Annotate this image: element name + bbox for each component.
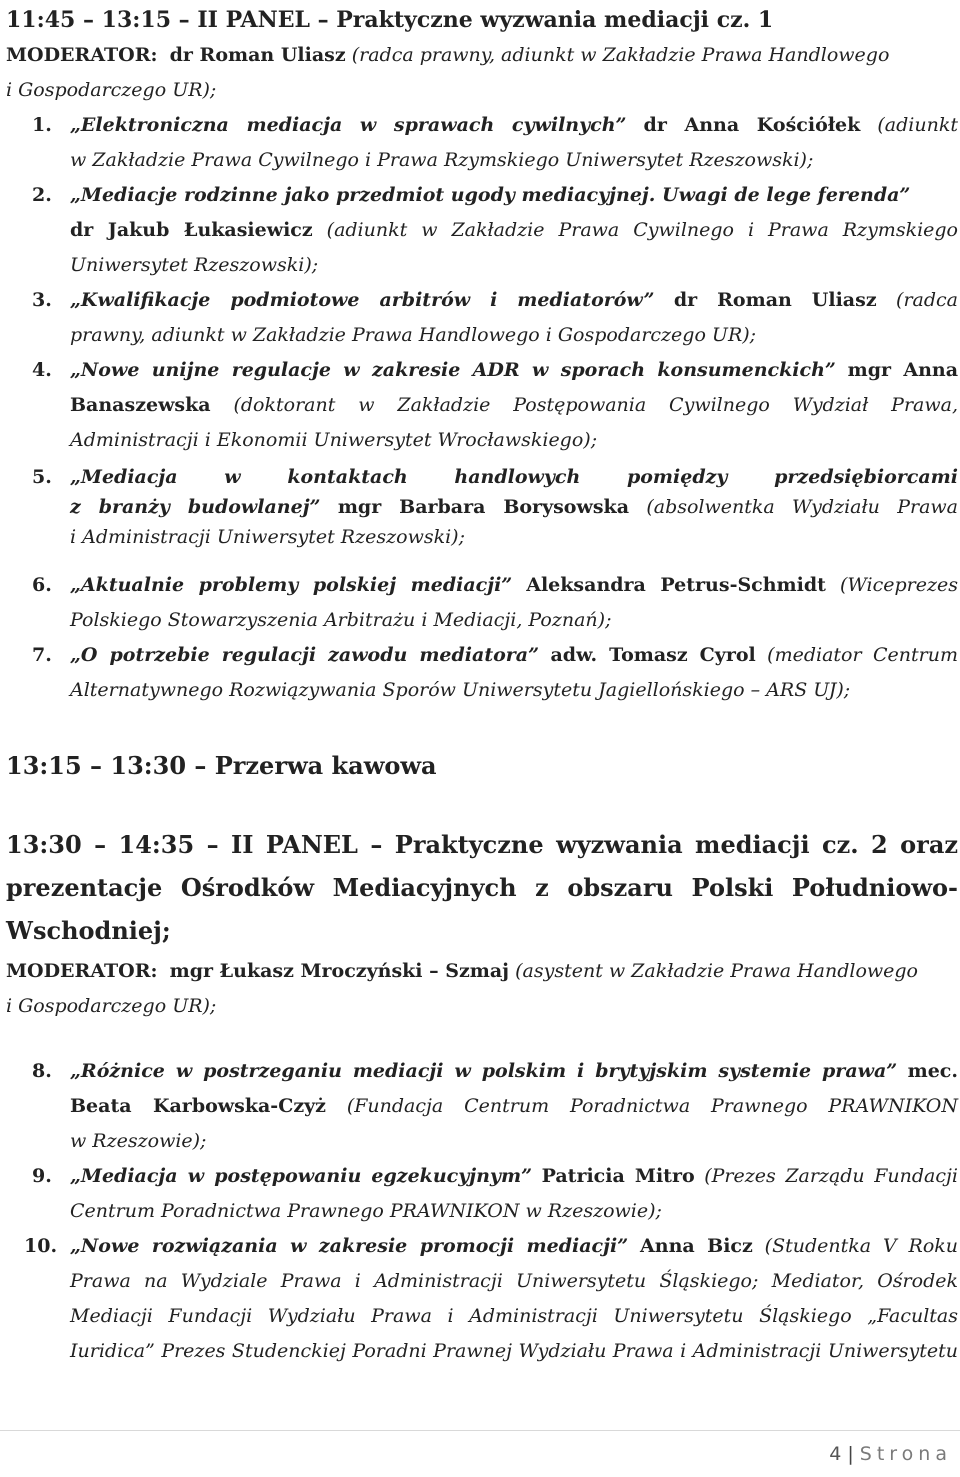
document-page	[6, 0, 958, 1369]
item-number: 4.	[32, 359, 52, 381]
item-speaker: Anna Bicz	[640, 1235, 753, 1257]
item-affiliation-cont: Centrum Poradnictwa Prawnego PRAWNIKON w Rzeszowie);	[70, 1200, 662, 1222]
item-number: 2.	[32, 184, 52, 206]
list-item	[6, 462, 958, 552]
item-affiliation-cont: Administracji i Ekonomii Uniwersytet Wrocławskiego);	[70, 429, 598, 451]
item-affiliation-cont: prawny, adiunkt w Zakładzie Prawa Handlowego i Gospodarczego UR);	[70, 324, 757, 346]
list-item	[6, 283, 958, 353]
item-speaker: adw. Tomasz Cyrol	[550, 644, 756, 666]
item-title: „Mediacja w postępowaniu egzekucyjnym”	[70, 1165, 533, 1187]
moderator-affiliation-cont: i Gospodarczego UR);	[6, 995, 217, 1017]
panel2-list	[6, 1054, 958, 1369]
list-item	[6, 568, 958, 638]
list-item	[6, 353, 958, 458]
item-speaker: dr Jakub Łukasiewicz	[70, 219, 313, 241]
moderator-label: MODERATOR:	[6, 960, 158, 982]
moderator-label: MODERATOR:	[6, 44, 158, 66]
item-title: „Różnice w postrzeganiu mediacji w polskim i brytyjskim systemie prawa”	[70, 1060, 898, 1082]
moderator-affiliation-cont: i Gospodarczego UR);	[6, 79, 217, 101]
item-affiliation: (adiunkt	[877, 114, 958, 136]
list-item	[6, 108, 958, 178]
item-speaker: mgr Anna	[847, 359, 959, 381]
item-affiliation-cont: Mediacji Fundacji Wydziału Prawa i Administracji Uniwersytetu Śląskiego „Facultas	[70, 1305, 958, 1327]
panel2-heading-line: prezentacje Ośrodków Mediacyjnych z obszaru Polski Południowo-	[6, 873, 958, 902]
item-title: „Aktualnie problemy polskiej mediacji”	[70, 574, 513, 596]
item-number: 10.	[24, 1235, 58, 1257]
item-affiliation: (doktorant w Zakładzie Postępowania Cywilnego Wydział Prawa,	[233, 394, 958, 416]
panel1-moderator	[6, 38, 958, 108]
break-heading: 13:15 – 13:30 – Przerwa kawowa	[6, 751, 437, 780]
panel1-list	[6, 108, 958, 708]
item-title: „Kwalifikacje podmiotowe arbitrów i mediatorów”	[70, 289, 655, 311]
item-speaker-cont: Banaszewska	[70, 394, 211, 416]
moderator-name: dr Roman Uliasz	[169, 44, 346, 66]
moderator-affiliation: (asystent w Zakładzie Prawa Handlowego	[515, 960, 918, 982]
panel2-moderator	[6, 954, 958, 1024]
item-affiliation: (mediator Centrum	[767, 644, 958, 666]
item-speaker: dr Roman Uliasz	[673, 289, 877, 311]
panel1-heading: 11:45 – 13:15 – II PANEL – Praktyczne wyzwania mediacji cz. 1	[6, 7, 774, 33]
item-affiliation: (absolwentka Wydziału Prawa	[646, 496, 958, 518]
item-speaker: Aleksandra Petrus-Schmidt	[526, 574, 826, 596]
item-number: 5.	[32, 466, 52, 488]
item-affiliation-cont: w Rzeszowie);	[70, 1130, 207, 1152]
item-speaker: Patricia Mitro	[541, 1165, 695, 1187]
list-item	[6, 1159, 958, 1229]
item-speaker-cont: Beata Karbowska-Czyż	[70, 1095, 326, 1117]
item-title: „Nowe rozwiązania w zakresie promocji mediacji”	[70, 1235, 629, 1257]
item-title: „Elektroniczna mediacja w sprawach cywilnych”	[70, 114, 627, 136]
panel2-heading-line: Wschodniej;	[6, 916, 171, 945]
item-title: „O potrzebie regulacji zawodu mediatora”	[70, 644, 540, 666]
list-item	[6, 1229, 958, 1369]
item-number: 8.	[32, 1060, 52, 1082]
panel2-heading	[6, 823, 958, 952]
item-affiliation-cont: w Zakładzie Prawa Cywilnego i Prawa Rzymskiego Uniwersytet Rzeszowski);	[70, 149, 814, 171]
item-number: 9.	[32, 1165, 52, 1187]
item-affiliation: (Fundacja Centrum Poradnictwa Prawnego PRAWNIKON	[346, 1095, 959, 1117]
item-affiliation: (Studentka V Roku	[764, 1235, 959, 1257]
item-speaker: dr Anna Kościółek	[643, 114, 861, 136]
item-affiliation: (Prezes Zarządu Fundacji	[704, 1165, 958, 1187]
item-number: 7.	[32, 644, 52, 666]
item-affiliation-cont: Polskiego Stowarzyszenia Arbitrażu i Mediacji, Poznań);	[70, 609, 612, 631]
item-title: „Mediacja w kontaktach handlowych pomiędzy przedsiębiorcami	[70, 466, 958, 488]
item-affiliation: (radca	[896, 289, 958, 311]
item-affiliation-cont: Prawa na Wydziale Prawa i Administracji Uniwersytetu Śląskiego; Mediator, Ośrodek	[70, 1270, 958, 1292]
item-title: „Nowe unijne regulacje w zakresie ADR w sporach konsumenckich”	[70, 359, 836, 381]
list-item	[6, 178, 958, 283]
list-item	[6, 1054, 958, 1159]
moderator-name: mgr Łukasz Mroczyński – Szmaj	[169, 960, 510, 982]
item-number: 1.	[32, 114, 52, 136]
item-title-cont: z branży budowlanej”	[70, 496, 321, 518]
item-speaker: mec.	[907, 1060, 958, 1082]
item-speaker: mgr Barbara Borysowska	[337, 496, 630, 518]
item-number: 6.	[32, 574, 52, 596]
item-affiliation-cont: Uniwersytet Rzeszowski);	[70, 254, 319, 276]
item-affiliation-cont: i Administracji Uniwersytet Rzeszowski);	[70, 526, 465, 548]
item-affiliation: (Wiceprezes	[839, 574, 959, 596]
footer-page-word: Strona	[859, 1443, 952, 1465]
item-affiliation-cont: Alternatywnego Rozwiązywania Sporów Uniwersytetu Jagiellońskiego – ARS UJ);	[70, 679, 851, 701]
moderator-affiliation: (radca prawny, adiunkt w Zakładzie Prawa Handlowego	[351, 44, 890, 66]
footer-separator: |	[847, 1443, 854, 1465]
item-title: „Mediacje rodzinne jako przedmiot ugody mediacyjnej. Uwagi de lege ferenda”	[70, 184, 911, 206]
page-footer	[0, 1430, 960, 1465]
item-affiliation-cont: Iuridica” Prezes Studenckiej Poradni Prawnej Wydziału Prawa i Administracji Uniwersytetu	[70, 1340, 958, 1362]
panel2-heading-line: 13:30 – 14:35 – II PANEL – Praktyczne wyzwania mediacji cz. 2 oraz	[6, 830, 958, 859]
item-affiliation: (adiunkt w Zakładzie Prawa Cywilnego i Prawa Rzymskiego	[326, 219, 958, 241]
item-number: 3.	[32, 289, 52, 311]
page-number: 4	[829, 1443, 842, 1465]
list-item	[6, 638, 958, 708]
